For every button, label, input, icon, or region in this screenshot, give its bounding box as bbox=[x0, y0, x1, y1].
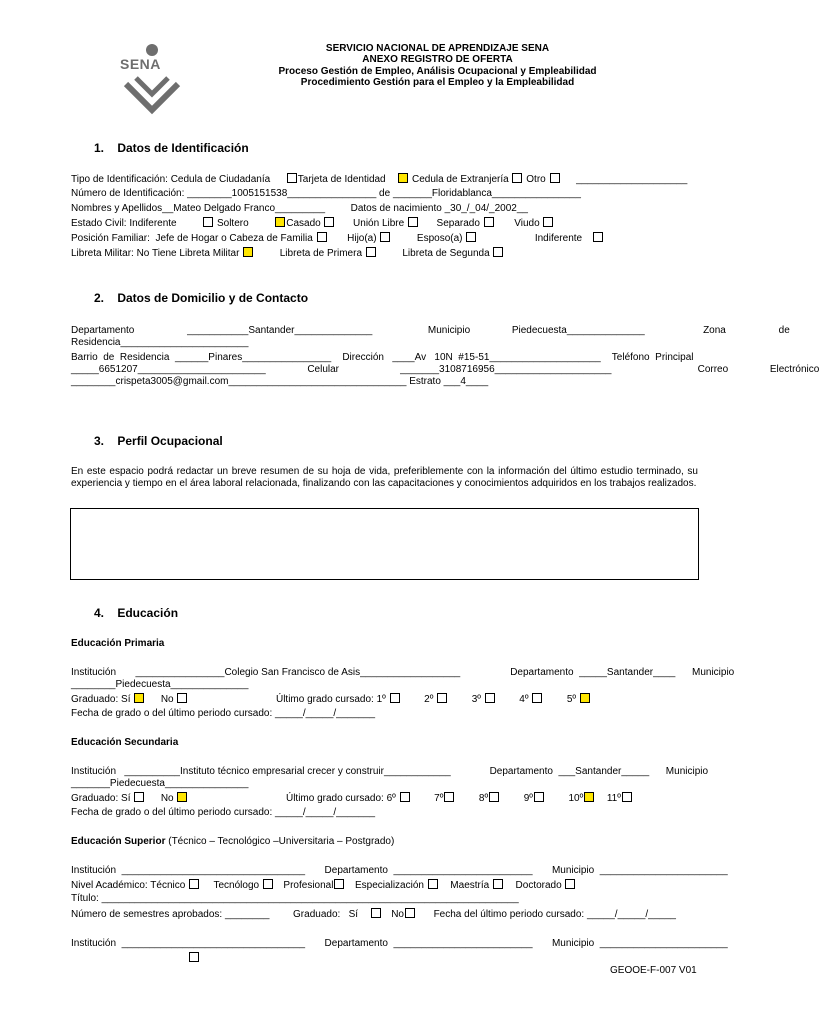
indiferente-pos-label: Indiferente bbox=[534, 233, 583, 244]
superior-graduado-label: Graduado: Sí bbox=[293, 909, 359, 920]
superior-semestres-row bbox=[71, 908, 698, 920]
nivel-label: Nivel Académico: Técnico bbox=[71, 880, 186, 891]
checkbox-primaria-3[interactable] bbox=[485, 693, 495, 703]
superior-institucion-line[interactable]: Institución _________________________________ Departamento _________________________ Municipio _______________________ bbox=[71, 865, 728, 876]
secundaria-7-label: 7º bbox=[434, 793, 444, 804]
nombres-row bbox=[71, 203, 698, 214]
section-perfil-title: 3. Perfil Ocupacional bbox=[94, 434, 223, 448]
checkbox-tecnico[interactable] bbox=[189, 879, 199, 889]
barrio-line[interactable]: Barrio de Residencia ______Pinares________________ Dirección ____Av 10N #15-51____________________ Teléfono Principal bbox=[71, 352, 694, 363]
checkbox-otro[interactable] bbox=[550, 173, 560, 183]
union-label: Unión Libre bbox=[353, 218, 405, 229]
checkbox-secundaria-8[interactable] bbox=[489, 792, 499, 802]
tarjeta-label: Tarjeta de Identidad bbox=[297, 174, 386, 185]
checkbox-especializacion[interactable] bbox=[428, 879, 438, 889]
checkbox-cedula-ciudadania[interactable] bbox=[287, 173, 297, 183]
sena-logo-text: SENA bbox=[120, 56, 161, 72]
tipo-label: Tipo de Identificación: Cedula de Ciudadanía bbox=[71, 174, 271, 185]
checkbox-viudo[interactable] bbox=[543, 217, 553, 227]
checkbox-union-libre[interactable] bbox=[408, 217, 418, 227]
superior-extra-checkbox-row bbox=[188, 952, 200, 964]
secundaria-graduado-label: Graduado: Sí bbox=[71, 793, 131, 804]
checkbox-secundaria-graduado-si[interactable] bbox=[134, 792, 144, 802]
checkbox-indiferente[interactable] bbox=[203, 217, 213, 227]
checkbox-libreta-primera[interactable] bbox=[366, 247, 376, 257]
estado-civil-row bbox=[71, 217, 698, 229]
doctorado-label: Doctorado bbox=[515, 880, 562, 891]
segunda-label: Libreta de Segunda bbox=[402, 248, 490, 259]
checkbox-tecnologo[interactable] bbox=[263, 879, 273, 889]
primaria-no-label: No bbox=[160, 694, 174, 705]
secundaria-ultimo-label: Último grado cursado: 6º bbox=[285, 793, 396, 804]
primaria-institucion-line[interactable]: Institución ________________Colegio San Francisco de Asis__________________ Departamento _____Santander____ Municipio bbox=[71, 667, 735, 678]
checkbox-maestria[interactable] bbox=[493, 879, 503, 889]
checkbox-separado[interactable] bbox=[484, 217, 494, 227]
esposo-label: Esposo(a) bbox=[416, 233, 463, 244]
primaria-fecha-line[interactable]: Fecha de grado o del último periodo cursado: _____/_____/_______ bbox=[71, 708, 376, 719]
departamento-line[interactable]: Departamento ___________Santander______________ Municipio Piedecuesta______________ Zona de bbox=[71, 325, 790, 336]
correo-line[interactable]: ________crispeta3005@gmail.com________________________________ Estrato ___4____ bbox=[71, 376, 489, 387]
estado-label: Estado Civil: Indiferente bbox=[71, 218, 177, 229]
primaria-4-label: 4º bbox=[519, 694, 529, 705]
primaria-graduado-row bbox=[71, 693, 698, 705]
header-process: Proceso Gestión de Empleo, Análisis Ocupacional y Empleabilidad bbox=[278, 66, 597, 77]
header-procedure: Procedimiento Gestión para el Empleo y la Empleabilidad bbox=[300, 77, 575, 88]
superior-titulo-line[interactable]: Título: ___________________________________________________________________________ bbox=[71, 893, 519, 904]
extranjeria-label: Cedula de Extranjería bbox=[411, 174, 509, 185]
checkbox-indiferente-posicion[interactable] bbox=[593, 232, 603, 242]
libreta-militar-row bbox=[71, 247, 698, 259]
section-domicilio-title: 2. Datos de Domicilio y de Contacto bbox=[94, 291, 309, 305]
sena-logo-figure bbox=[112, 42, 192, 114]
secundaria-11-label: 11º bbox=[606, 793, 621, 804]
nombres-field[interactable]: Nombres y Apellidos__Mateo Delgado Franco_________ bbox=[71, 203, 326, 214]
semestres-field[interactable]: Número de semestres aprobados: ________ bbox=[71, 909, 270, 920]
checkbox-secundaria-7[interactable] bbox=[444, 792, 454, 802]
primera-label: Libreta de Primera bbox=[279, 248, 363, 259]
checkbox-soltero[interactable] bbox=[275, 217, 285, 227]
separado-label: Separado bbox=[436, 218, 480, 229]
checkbox-hijo[interactable] bbox=[380, 232, 390, 242]
checkbox-no-tiene-libreta[interactable] bbox=[243, 247, 253, 257]
residencia-line[interactable]: Residencia_______________________ bbox=[71, 337, 249, 348]
primaria-5-label: 5º bbox=[566, 694, 577, 705]
perfil-instructions: En este espacio podrá redactar un breve resumen de su hoja de vida, preferiblemente con la información del último estudio terminado, su experiencia y tiempo en el área laboral relacionada, finalizando con las capacitaciones y conocimientos adquiridos en los trabajos realizados. bbox=[71, 466, 698, 489]
checkbox-cedula-extranjeria[interactable] bbox=[512, 173, 522, 183]
checkbox-primaria-2[interactable] bbox=[437, 693, 447, 703]
section-educacion-title: 4. Educación bbox=[94, 606, 179, 620]
section-identificacion-title: 1. Datos de Identificación bbox=[94, 141, 249, 155]
profesional-label: Profesional bbox=[283, 880, 334, 891]
checkbox-superior-graduado-si[interactable] bbox=[371, 908, 381, 918]
secundaria-title: Educación Secundaria bbox=[71, 737, 179, 748]
checkbox-secundaria-graduado-no[interactable] bbox=[177, 792, 187, 802]
superior-institucion-line-2[interactable]: Institución _________________________________ Departamento _________________________ Municipio _______________________ bbox=[71, 938, 728, 949]
perfil-textbox[interactable] bbox=[70, 508, 699, 580]
secundaria-fecha-line[interactable]: Fecha de grado o del último periodo cursado: _____/_____/_______ bbox=[71, 807, 376, 818]
posicion-label: Posición Familiar: Jefe de Hogar o Cabeza de Familia bbox=[71, 233, 313, 244]
checkbox-primaria-graduado-si[interactable] bbox=[134, 693, 144, 703]
checkbox-secundaria-11[interactable] bbox=[622, 792, 632, 802]
sena-logo bbox=[112, 42, 192, 114]
checkbox-libreta-segunda[interactable] bbox=[493, 247, 503, 257]
secundaria-8-label: 8º bbox=[478, 793, 489, 804]
checkbox-profesional[interactable] bbox=[334, 879, 344, 889]
checkbox-superior-graduado-no[interactable] bbox=[405, 908, 415, 918]
superior-title: Educación Superior bbox=[71, 836, 166, 847]
otro-label: Otro bbox=[526, 174, 546, 185]
secundaria-municipio-line[interactable]: _______Piedecuesta_______________ bbox=[71, 778, 249, 789]
superior-nivel-row bbox=[71, 879, 698, 891]
superior-title-rest: (Técnico – Tecnológico –Universitaria – Postgrado) bbox=[165, 836, 395, 847]
soltero-label: Soltero bbox=[216, 218, 249, 229]
superior-title-row bbox=[71, 836, 394, 847]
otro-blank[interactable]: ____________________ bbox=[576, 174, 688, 185]
secundaria-institucion-line[interactable]: Institución __________Instituto técnico empresarial crecer y construir____________ Departamento ___Santander_____ Municipio bbox=[71, 766, 709, 777]
especializacion-label: Especialización bbox=[355, 880, 424, 891]
secundaria-graduado-row bbox=[71, 792, 698, 804]
secundaria-10-label: 10º bbox=[568, 793, 584, 804]
footer-code: GEOOE-F-007 V01 bbox=[610, 965, 697, 976]
posicion-familiar-row bbox=[71, 232, 698, 244]
hijo-label: Hijo(a) bbox=[347, 233, 377, 244]
superior-fecha-field[interactable]: Fecha del último periodo cursado: _____/_____/_____ bbox=[433, 909, 676, 920]
checkbox-primaria-1[interactable] bbox=[390, 693, 400, 703]
primaria-title: Educación Primaria bbox=[71, 638, 165, 649]
header-org: SERVICIO NACIONAL DE APRENDIZAJE SENA bbox=[325, 43, 550, 54]
secundaria-9-label: 9º bbox=[523, 793, 533, 804]
checkbox-esposo[interactable] bbox=[466, 232, 476, 242]
checkbox-primaria-4[interactable] bbox=[532, 693, 542, 703]
checkbox-casado[interactable] bbox=[324, 217, 334, 227]
secundaria-no-label: No bbox=[160, 793, 174, 804]
casado-label: Casado bbox=[286, 218, 321, 229]
telefono-line[interactable]: _____6651207_______________________ Celular _______3108716956_____________________ Correo Electrónico bbox=[71, 364, 819, 375]
checkbox-superior-extra[interactable] bbox=[189, 952, 199, 962]
primaria-ultimo-label: Último grado cursado: 1º bbox=[275, 694, 386, 705]
maestria-label: Maestría bbox=[450, 880, 490, 891]
checkbox-tarjeta-identidad[interactable] bbox=[398, 173, 408, 183]
tecnologo-label: Tecnólogo bbox=[213, 880, 260, 891]
checkbox-secundaria-10[interactable] bbox=[584, 792, 594, 802]
nacimiento-field[interactable]: Datos de nacimiento _30_/_04/_2002__ bbox=[350, 203, 528, 214]
primaria-2-label: 2º bbox=[424, 694, 434, 705]
checkbox-primaria-5[interactable] bbox=[580, 693, 590, 703]
checkbox-secundaria-9[interactable] bbox=[534, 792, 544, 802]
primaria-municipio-line[interactable]: ________Piedecuesta______________ bbox=[71, 679, 249, 690]
numero-identificacion[interactable]: Número de Identificación: ________1005151538________________ de _______Floridablanca________________ bbox=[71, 188, 581, 199]
header-doc: ANEXO REGISTRO DE OFERTA bbox=[362, 54, 513, 65]
checkbox-secundaria-6[interactable] bbox=[400, 792, 410, 802]
superior-no-label: No bbox=[391, 909, 404, 920]
checkbox-primaria-graduado-no[interactable] bbox=[177, 693, 187, 703]
primaria-graduado-label: Graduado: Sí bbox=[71, 694, 131, 705]
checkbox-doctorado[interactable] bbox=[565, 879, 575, 889]
libreta-label: Libreta Militar: No Tiene Libreta Militar bbox=[71, 248, 240, 259]
primaria-3-label: 3º bbox=[471, 694, 481, 705]
viudo-label: Viudo bbox=[514, 218, 540, 229]
tipo-identificacion-row bbox=[71, 173, 698, 185]
checkbox-jefe-hogar[interactable] bbox=[317, 232, 327, 242]
